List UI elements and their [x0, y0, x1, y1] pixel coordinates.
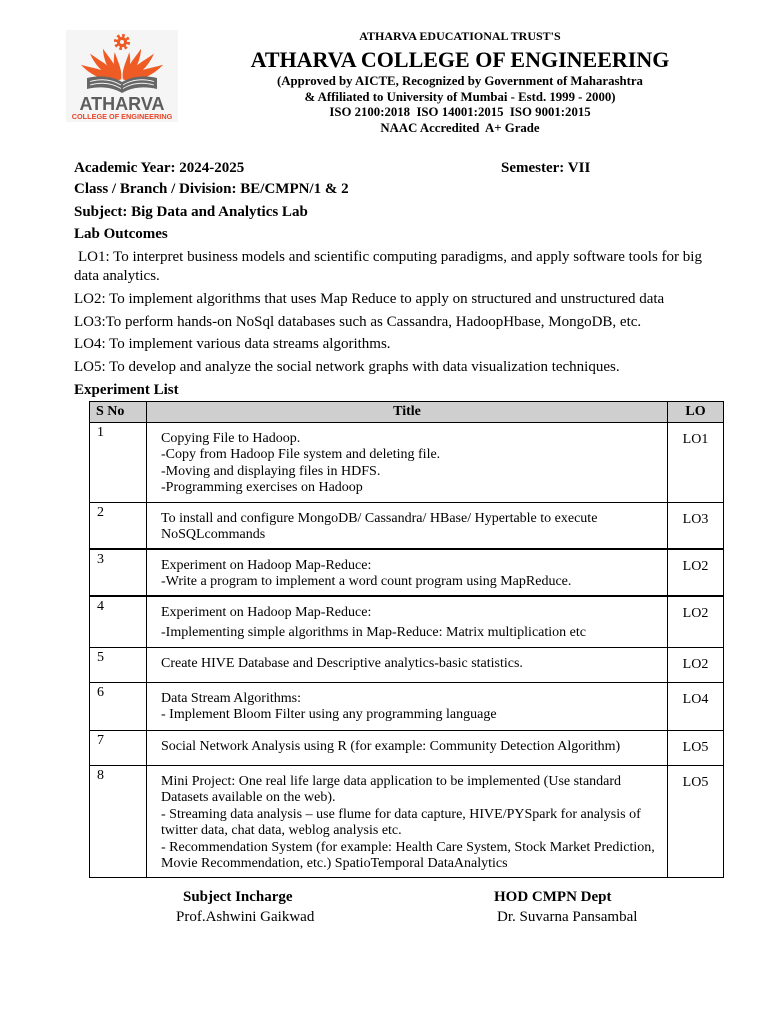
- title-line: - Recommendation System (for example: Health Care System, Stock Market Prediction,: [161, 839, 655, 855]
- title-line: Mini Project: One real life large data application to be implemented (Use standard: [161, 773, 622, 789]
- title-cell: [147, 683, 668, 730]
- title-cell: [147, 597, 668, 647]
- title-cell: [147, 648, 668, 682]
- lo-cell: LO3: [668, 503, 724, 548]
- column-header-lo: LO: [668, 402, 724, 422]
- lab-outcome-2: LO2: To implement algorithms that uses Map Reduce to apply on structured and unstructured data: [74, 290, 665, 307]
- title-line: NoSQLcommands: [161, 527, 266, 542]
- iso-certifications: ISO 2100:2018 ISO 14001:2015 ISO 9001:2015: [329, 105, 591, 119]
- lab-outcome-3: LO3:To perform hands-on NoSql databases such as Cassandra, HadoopHbase, MongoDB, etc.: [74, 313, 642, 330]
- title-line: -Moving and displaying files in HDFS.: [161, 463, 381, 479]
- table-row: [90, 597, 724, 648]
- lo-cell: LO2: [668, 597, 724, 647]
- lab-outcome-1: LO1: To interpret business models and scientific computing paradigms, and apply software tools for big data analytics.: [74, 248, 702, 284]
- subject-incharge-label: Subject Incharge: [183, 888, 293, 905]
- lo-cell: LO5: [668, 766, 724, 877]
- hod-label: HOD CMPN Dept: [494, 888, 612, 905]
- sno-cell: 8: [90, 766, 147, 877]
- sno-cell: 5: [90, 648, 147, 682]
- title-line: -Copy from Hadoop File system and deleting file.: [161, 447, 441, 462]
- semester: Semester: VII: [501, 159, 591, 176]
- approval-line: (Approved by AICTE, Recognized by Government of Maharashtra: [277, 74, 643, 88]
- sno-cell: 3: [90, 550, 147, 595]
- class-branch-division: Class / Branch / Division: BE/CMPN/1 & 2: [74, 180, 349, 197]
- column-header-title: Title: [147, 402, 668, 422]
- title-line: Data Stream Algorithms:: [161, 690, 301, 706]
- title-line: Social Network Analysis using R (for example: Community Detection Algorithm): [161, 738, 621, 754]
- title-line: Copying File to Hadoop.: [161, 430, 301, 446]
- table-row: [90, 683, 724, 731]
- title-cell: [147, 731, 668, 765]
- table-header: [90, 402, 724, 423]
- gear-icon: [116, 36, 129, 49]
- sno-cell: 1: [90, 423, 147, 502]
- lab-outcomes-heading: Lab Outcomes: [74, 225, 168, 242]
- affiliation-line: & Affiliated to University of Mumbai - Estd. 1999 - 2000): [304, 90, 616, 104]
- lab-outcome-5: LO5: To develop and analyze the social network graphs with data visualization techniques.: [74, 358, 620, 375]
- title-line: Experiment on Hadoop Map-Reduce:: [161, 557, 372, 573]
- lo-cell: LO1: [668, 423, 724, 502]
- title-line: To install and configure MongoDB/ Cassandra/ HBase/ Hypertable to execute: [161, 510, 598, 526]
- logo-wordmark: ATHARVA: [79, 94, 165, 114]
- title-line: - Implement Bloom Filter using any programming language: [161, 707, 497, 722]
- title-line: twitter data, chat data, weblog analysis etc.: [161, 823, 402, 838]
- title-line: Experiment on Hadoop Map-Reduce:: [161, 604, 372, 620]
- title-line: -Programming exercises on Hadoop: [161, 480, 363, 495]
- lo-cell: LO2: [668, 648, 724, 682]
- title-cell: [147, 766, 668, 877]
- experiment-list-heading: Experiment List: [74, 381, 179, 398]
- trust-name: ATHARVA EDUCATIONAL TRUST'S: [359, 29, 561, 43]
- title-cell: [147, 550, 668, 595]
- column-header-sno: S No: [90, 402, 147, 422]
- table-row: [90, 550, 724, 597]
- subject: Subject: Big Data and Analytics Lab: [74, 203, 308, 220]
- title-cell: [147, 423, 668, 502]
- table-row: [90, 648, 724, 683]
- lo-cell: LO5: [668, 731, 724, 765]
- experiment-table: [89, 401, 724, 878]
- table-row: [90, 766, 724, 878]
- academic-year: Academic Year: 2024-2025: [74, 159, 245, 176]
- hod-name: Dr. Suvarna Pansambal: [497, 908, 638, 925]
- title-line: Create HIVE Database and Descriptive analytics-basic statistics.: [161, 655, 523, 671]
- table-row: [90, 423, 724, 503]
- title-line: -Write a program to implement a word count program using MapReduce.: [161, 574, 572, 589]
- lo-cell: LO4: [668, 683, 724, 730]
- naac-accreditation: NAAC Accredited A+ Grade: [380, 121, 540, 135]
- lo-cell: LO2: [668, 550, 724, 595]
- college-name: ATHARVA COLLEGE OF ENGINEERING: [250, 47, 670, 72]
- table-row: [90, 731, 724, 766]
- book-icon: [87, 76, 157, 93]
- sno-cell: 6: [90, 683, 147, 730]
- sno-cell: 4: [90, 597, 147, 647]
- title-line: - Streaming data analysis – use flume for data capture, HIVE/PYSpark for analysis of: [161, 806, 641, 822]
- sno-cell: 2: [90, 503, 147, 548]
- title-line: Datasets available on the web).: [161, 790, 336, 805]
- title-line: -Implementing simple algorithms in Map-Reduce: Matrix multiplication etc: [161, 624, 586, 640]
- logo-subtitle: COLLEGE OF ENGINEERING: [71, 112, 173, 121]
- lab-outcome-4: LO4: To implement various data streams algorithms.: [74, 335, 391, 352]
- title-line: Movie Recommendation, etc.) SpatioTemporal DataAnalytics: [161, 856, 508, 871]
- title-cell: [147, 503, 668, 548]
- subject-incharge-name: Prof.Ashwini Gaikwad: [176, 908, 315, 925]
- table-row: [90, 503, 724, 550]
- sno-cell: 7: [90, 731, 147, 765]
